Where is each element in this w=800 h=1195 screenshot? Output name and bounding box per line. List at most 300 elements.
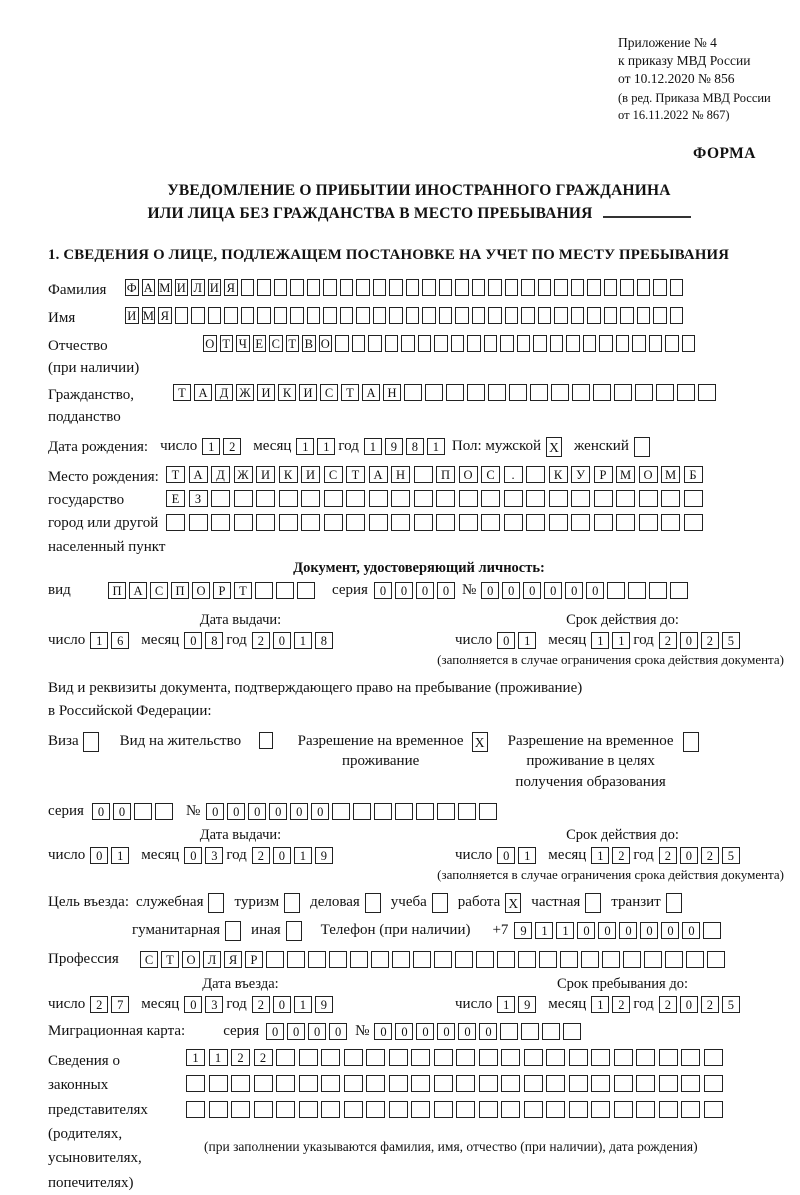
stay-month-input[interactable]: [591, 996, 633, 1013]
box-cell[interactable]: 1: [497, 996, 515, 1013]
box-cell[interactable]: [166, 514, 185, 531]
box-cell[interactable]: [479, 803, 497, 820]
box-cell[interactable]: [479, 1075, 498, 1092]
box-cell[interactable]: [418, 335, 432, 352]
box-cell[interactable]: [472, 307, 486, 324]
box-cell[interactable]: С: [140, 951, 158, 968]
box-cell[interactable]: [224, 307, 238, 324]
box-cell[interactable]: [571, 307, 585, 324]
box-cell[interactable]: 1: [518, 632, 536, 649]
box-cell[interactable]: [439, 307, 453, 324]
box-cell[interactable]: 0: [437, 1023, 455, 1040]
box-cell[interactable]: [432, 893, 448, 913]
box-cell[interactable]: [467, 384, 485, 401]
box-cell[interactable]: [636, 1075, 655, 1092]
box-cell[interactable]: [329, 951, 347, 968]
box-cell[interactable]: [504, 490, 523, 507]
box-cell[interactable]: [707, 951, 725, 968]
box-cell[interactable]: 2: [612, 996, 630, 1013]
box-cell[interactable]: [284, 893, 300, 913]
box-cell[interactable]: 0: [184, 996, 202, 1013]
box-cell[interactable]: [670, 307, 684, 324]
box-cell[interactable]: 0: [184, 632, 202, 649]
legal-reps-row1-input[interactable]: [186, 1049, 726, 1066]
box-cell[interactable]: [259, 732, 273, 749]
res-valid-month-input[interactable]: [591, 847, 633, 864]
birth-day-input[interactable]: [202, 438, 244, 455]
birth-month-input[interactable]: [296, 438, 338, 455]
mig-series-input[interactable]: [266, 1023, 350, 1040]
box-cell[interactable]: [670, 279, 684, 296]
box-cell[interactable]: X: [472, 732, 488, 752]
res-issue-day-input[interactable]: [90, 847, 132, 864]
box-cell[interactable]: 0: [479, 1023, 497, 1040]
box-cell[interactable]: И: [299, 384, 317, 401]
box-cell[interactable]: [274, 279, 288, 296]
box-cell[interactable]: К: [278, 384, 296, 401]
box-cell[interactable]: [434, 1075, 453, 1092]
box-cell[interactable]: [591, 1075, 610, 1092]
box-cell[interactable]: 0: [497, 632, 515, 649]
box-cell[interactable]: 0: [680, 847, 698, 864]
box-cell[interactable]: 2: [252, 632, 270, 649]
box-cell[interactable]: [411, 1075, 430, 1092]
box-cell[interactable]: [286, 921, 302, 941]
box-cell[interactable]: [274, 307, 288, 324]
box-cell[interactable]: [439, 279, 453, 296]
box-cell[interactable]: [256, 514, 275, 531]
box-cell[interactable]: [234, 490, 253, 507]
box-cell[interactable]: 0: [437, 582, 455, 599]
box-cell[interactable]: 2: [231, 1049, 250, 1066]
box-cell[interactable]: [276, 582, 294, 599]
box-cell[interactable]: [276, 1101, 295, 1118]
box-cell[interactable]: 1: [294, 632, 312, 649]
box-cell[interactable]: [346, 490, 365, 507]
box-cell[interactable]: 0: [458, 1023, 476, 1040]
box-cell[interactable]: Т: [234, 582, 252, 599]
temp-residence-checkbox[interactable]: [472, 732, 491, 752]
box-cell[interactable]: [455, 307, 469, 324]
box-cell[interactable]: [456, 1075, 475, 1092]
box-cell[interactable]: [332, 803, 350, 820]
box-cell[interactable]: [533, 335, 547, 352]
box-cell[interactable]: [604, 307, 618, 324]
box-cell[interactable]: [569, 1075, 588, 1092]
box-cell[interactable]: [256, 490, 275, 507]
box-cell[interactable]: [406, 279, 420, 296]
given-name-input[interactable]: [125, 307, 686, 324]
box-cell[interactable]: [323, 307, 337, 324]
box-cell[interactable]: [458, 803, 476, 820]
box-cell[interactable]: 1: [364, 438, 382, 455]
mig-number-input[interactable]: [374, 1023, 584, 1040]
box-cell[interactable]: 2: [701, 847, 719, 864]
box-cell[interactable]: 2: [701, 996, 719, 1013]
box-cell[interactable]: Ж: [236, 384, 254, 401]
legal-reps-row3-input[interactable]: [186, 1101, 726, 1118]
id-issue-year-input[interactable]: [252, 632, 336, 649]
box-cell[interactable]: [594, 490, 613, 507]
id-valid-year-input[interactable]: [659, 632, 743, 649]
purpose-tourism-checkbox[interactable]: [284, 893, 303, 913]
box-cell[interactable]: [656, 384, 674, 401]
box-cell[interactable]: [395, 803, 413, 820]
box-cell[interactable]: [504, 514, 523, 531]
doc-kind-input[interactable]: [108, 582, 318, 599]
box-cell[interactable]: А: [129, 582, 147, 599]
box-cell[interactable]: [369, 490, 388, 507]
box-cell[interactable]: [436, 490, 455, 507]
temp-residence-edu-checkbox[interactable]: [683, 732, 702, 752]
box-cell[interactable]: [661, 490, 680, 507]
box-cell[interactable]: [391, 514, 410, 531]
box-cell[interactable]: [665, 335, 679, 352]
box-cell[interactable]: [684, 514, 703, 531]
box-cell[interactable]: О: [203, 335, 217, 352]
box-cell[interactable]: [554, 307, 568, 324]
box-cell[interactable]: [628, 582, 646, 599]
box-cell[interactable]: К: [279, 466, 298, 483]
box-cell[interactable]: [653, 279, 667, 296]
box-cell[interactable]: [636, 1049, 655, 1066]
box-cell[interactable]: [524, 1075, 543, 1092]
box-cell[interactable]: Т: [173, 384, 191, 401]
box-cell[interactable]: Ч: [236, 335, 250, 352]
box-cell[interactable]: [623, 951, 641, 968]
box-cell[interactable]: [614, 1049, 633, 1066]
box-cell[interactable]: К: [549, 466, 568, 483]
box-cell[interactable]: [344, 1101, 363, 1118]
box-cell[interactable]: [307, 279, 321, 296]
box-cell[interactable]: [607, 582, 625, 599]
box-cell[interactable]: [414, 466, 433, 483]
box-cell[interactable]: 0: [523, 582, 541, 599]
box-cell[interactable]: 6: [111, 632, 129, 649]
box-cell[interactable]: 0: [308, 1023, 326, 1040]
box-cell[interactable]: [546, 1101, 565, 1118]
box-cell[interactable]: [231, 1075, 250, 1092]
box-cell[interactable]: [620, 279, 634, 296]
box-cell[interactable]: 0: [395, 582, 413, 599]
box-cell[interactable]: [681, 1049, 700, 1066]
box-cell[interactable]: [704, 1101, 723, 1118]
res-number-input[interactable]: [206, 803, 500, 820]
box-cell[interactable]: С: [481, 466, 500, 483]
box-cell[interactable]: Я: [158, 307, 172, 324]
box-cell[interactable]: А: [142, 279, 156, 296]
box-cell[interactable]: [665, 951, 683, 968]
box-cell[interactable]: [661, 514, 680, 531]
box-cell[interactable]: [344, 1075, 363, 1092]
box-cell[interactable]: [526, 466, 545, 483]
box-cell[interactable]: [587, 279, 601, 296]
box-cell[interactable]: 0: [290, 803, 308, 820]
id-valid-day-input[interactable]: [497, 632, 539, 649]
box-cell[interactable]: Н: [383, 384, 401, 401]
box-cell[interactable]: [437, 803, 455, 820]
box-cell[interactable]: [521, 307, 535, 324]
box-cell[interactable]: [208, 307, 222, 324]
box-cell[interactable]: [241, 307, 255, 324]
box-cell[interactable]: [566, 335, 580, 352]
box-cell[interactable]: [287, 951, 305, 968]
box-cell[interactable]: [639, 514, 658, 531]
box-cell[interactable]: [413, 951, 431, 968]
box-cell[interactable]: [425, 384, 443, 401]
purpose-business-checkbox[interactable]: [208, 893, 227, 913]
box-cell[interactable]: П: [436, 466, 455, 483]
box-cell[interactable]: 9: [514, 922, 532, 939]
box-cell[interactable]: Н: [391, 466, 410, 483]
box-cell[interactable]: [659, 1049, 678, 1066]
box-cell[interactable]: [550, 335, 564, 352]
box-cell[interactable]: Т: [161, 951, 179, 968]
box-cell[interactable]: 1: [591, 847, 609, 864]
box-cell[interactable]: [479, 1101, 498, 1118]
box-cell[interactable]: 0: [92, 803, 110, 820]
box-cell[interactable]: [459, 514, 478, 531]
box-cell[interactable]: 1: [294, 847, 312, 864]
box-cell[interactable]: [406, 307, 420, 324]
box-cell[interactable]: [321, 1101, 340, 1118]
box-cell[interactable]: 1: [556, 922, 574, 939]
box-cell[interactable]: Р: [213, 582, 231, 599]
box-cell[interactable]: С: [324, 466, 343, 483]
box-cell[interactable]: Р: [594, 466, 613, 483]
box-cell[interactable]: [455, 951, 473, 968]
box-cell[interactable]: [374, 803, 392, 820]
res-valid-year-input[interactable]: [659, 847, 743, 864]
box-cell[interactable]: [366, 1075, 385, 1092]
box-cell[interactable]: 2: [252, 996, 270, 1013]
box-cell[interactable]: [290, 279, 304, 296]
box-cell[interactable]: [255, 582, 273, 599]
box-cell[interactable]: [530, 384, 548, 401]
legal-reps-row2-input[interactable]: [186, 1075, 726, 1092]
box-cell[interactable]: [505, 279, 519, 296]
box-cell[interactable]: [308, 951, 326, 968]
box-cell[interactable]: 9: [385, 438, 403, 455]
box-cell[interactable]: [324, 514, 343, 531]
box-cell[interactable]: [371, 951, 389, 968]
box-cell[interactable]: Ф: [126, 281, 137, 296]
sex-female-checkbox[interactable]: [634, 437, 653, 457]
box-cell[interactable]: [297, 582, 315, 599]
box-cell[interactable]: И: [257, 384, 275, 401]
box-cell[interactable]: [290, 307, 304, 324]
box-cell[interactable]: [581, 951, 599, 968]
box-cell[interactable]: 1: [518, 847, 536, 864]
box-cell[interactable]: Л: [191, 279, 205, 296]
box-cell[interactable]: 0: [598, 922, 616, 939]
box-cell[interactable]: [356, 279, 370, 296]
box-cell[interactable]: [134, 803, 152, 820]
box-cell[interactable]: 1: [296, 438, 314, 455]
box-cell[interactable]: М: [159, 281, 171, 296]
box-cell[interactable]: 1: [209, 1049, 228, 1066]
box-cell[interactable]: [476, 951, 494, 968]
box-cell[interactable]: И: [301, 466, 320, 483]
box-cell[interactable]: 2: [612, 847, 630, 864]
box-cell[interactable]: [404, 384, 422, 401]
box-cell[interactable]: 0: [269, 803, 287, 820]
box-cell[interactable]: [616, 514, 635, 531]
entry-month-input[interactable]: [184, 996, 226, 1013]
box-cell[interactable]: 3: [205, 847, 223, 864]
box-cell[interactable]: [488, 307, 502, 324]
birthplace-row2-input[interactable]: [166, 490, 706, 507]
box-cell[interactable]: [563, 1023, 581, 1040]
box-cell[interactable]: [436, 514, 455, 531]
box-cell[interactable]: [572, 384, 590, 401]
box-cell[interactable]: М: [142, 309, 154, 324]
box-cell[interactable]: [583, 335, 597, 352]
box-cell[interactable]: 0: [248, 803, 266, 820]
box-cell[interactable]: Б: [684, 466, 703, 483]
visa-checkbox[interactable]: [83, 732, 102, 752]
box-cell[interactable]: 0: [565, 582, 583, 599]
box-cell[interactable]: А: [362, 384, 380, 401]
doc-number-input[interactable]: [481, 582, 691, 599]
box-cell[interactable]: [456, 1101, 475, 1118]
box-cell[interactable]: [569, 1101, 588, 1118]
box-cell[interactable]: [649, 335, 663, 352]
box-cell[interactable]: [481, 490, 500, 507]
box-cell[interactable]: [551, 384, 569, 401]
box-cell[interactable]: 2: [659, 847, 677, 864]
box-cell[interactable]: [209, 1075, 228, 1092]
box-cell[interactable]: [389, 279, 403, 296]
birthplace-row1-input[interactable]: [166, 466, 706, 483]
box-cell[interactable]: [434, 951, 452, 968]
box-cell[interactable]: [299, 1075, 318, 1092]
box-cell[interactable]: [456, 1049, 475, 1066]
box-cell[interactable]: Л: [203, 951, 221, 968]
box-cell[interactable]: [571, 490, 590, 507]
box-cell[interactable]: [538, 279, 552, 296]
box-cell[interactable]: [401, 335, 415, 352]
box-cell[interactable]: [279, 514, 298, 531]
box-cell[interactable]: [632, 335, 646, 352]
purpose-other-checkbox[interactable]: [286, 921, 305, 941]
box-cell[interactable]: [392, 951, 410, 968]
box-cell[interactable]: [542, 1023, 560, 1040]
box-cell[interactable]: [637, 307, 651, 324]
box-cell[interactable]: [569, 1049, 588, 1066]
box-cell[interactable]: С: [320, 384, 338, 401]
box-cell[interactable]: [591, 1049, 610, 1066]
box-cell[interactable]: [591, 1101, 610, 1118]
box-cell[interactable]: 2: [254, 1049, 273, 1066]
purpose-study-checkbox[interactable]: [432, 893, 451, 913]
box-cell[interactable]: Е: [253, 335, 267, 352]
box-cell[interactable]: Д: [211, 466, 230, 483]
box-cell[interactable]: [517, 335, 531, 352]
box-cell[interactable]: [414, 490, 433, 507]
box-cell[interactable]: .: [504, 466, 523, 483]
box-cell[interactable]: 2: [659, 996, 677, 1013]
box-cell[interactable]: [521, 1023, 539, 1040]
box-cell[interactable]: [501, 1075, 520, 1092]
purpose-commercial-checkbox[interactable]: [365, 893, 384, 913]
box-cell[interactable]: П: [171, 582, 189, 599]
box-cell[interactable]: [526, 514, 545, 531]
box-cell[interactable]: 0: [273, 847, 291, 864]
box-cell[interactable]: О: [182, 951, 200, 968]
box-cell[interactable]: 0: [266, 1023, 284, 1040]
box-cell[interactable]: [481, 514, 500, 531]
box-cell[interactable]: 0: [287, 1023, 305, 1040]
box-cell[interactable]: [653, 307, 667, 324]
box-cell[interactable]: [686, 951, 704, 968]
box-cell[interactable]: 3: [205, 996, 223, 1013]
box-cell[interactable]: [279, 490, 298, 507]
box-cell[interactable]: 1: [591, 996, 609, 1013]
surname-input[interactable]: [125, 279, 686, 296]
box-cell[interactable]: [459, 490, 478, 507]
box-cell[interactable]: [257, 279, 271, 296]
box-cell[interactable]: [416, 803, 434, 820]
box-cell[interactable]: С: [269, 335, 283, 352]
box-cell[interactable]: [538, 307, 552, 324]
box-cell[interactable]: [635, 384, 653, 401]
box-cell[interactable]: Ж: [234, 466, 253, 483]
box-cell[interactable]: 0: [416, 582, 434, 599]
box-cell[interactable]: Я: [224, 279, 238, 296]
box-cell[interactable]: [501, 1101, 520, 1118]
box-cell[interactable]: [254, 1075, 273, 1092]
box-cell[interactable]: [571, 514, 590, 531]
box-cell[interactable]: [684, 490, 703, 507]
box-cell[interactable]: Д: [215, 384, 233, 401]
box-cell[interactable]: [479, 1049, 498, 1066]
box-cell[interactable]: [301, 490, 320, 507]
stay-day-input[interactable]: [497, 996, 539, 1013]
box-cell[interactable]: 0: [586, 582, 604, 599]
box-cell[interactable]: 1: [317, 438, 335, 455]
box-cell[interactable]: Я: [224, 951, 242, 968]
box-cell[interactable]: [644, 951, 662, 968]
box-cell[interactable]: У: [571, 466, 590, 483]
box-cell[interactable]: [353, 803, 371, 820]
box-cell[interactable]: 0: [661, 922, 679, 939]
box-cell[interactable]: [186, 1075, 205, 1092]
box-cell[interactable]: [659, 1101, 678, 1118]
box-cell[interactable]: [546, 1049, 565, 1066]
box-cell[interactable]: 0: [544, 582, 562, 599]
box-cell[interactable]: 0: [680, 996, 698, 1013]
box-cell[interactable]: [389, 1075, 408, 1092]
box-cell[interactable]: [455, 279, 469, 296]
res-valid-day-input[interactable]: [497, 847, 539, 864]
box-cell[interactable]: [539, 951, 557, 968]
box-cell[interactable]: 1: [535, 922, 553, 939]
box-cell[interactable]: [602, 951, 620, 968]
box-cell[interactable]: [500, 1023, 518, 1040]
box-cell[interactable]: [683, 732, 699, 752]
phone-input[interactable]: [514, 922, 724, 939]
box-cell[interactable]: [209, 1101, 228, 1118]
box-cell[interactable]: [505, 307, 519, 324]
box-cell[interactable]: [191, 307, 205, 324]
box-cell[interactable]: [350, 951, 368, 968]
box-cell[interactable]: [488, 384, 506, 401]
box-cell[interactable]: [254, 1101, 273, 1118]
box-cell[interactable]: [389, 307, 403, 324]
box-cell[interactable]: [636, 1101, 655, 1118]
residence-permit-checkbox[interactable]: [259, 732, 276, 749]
